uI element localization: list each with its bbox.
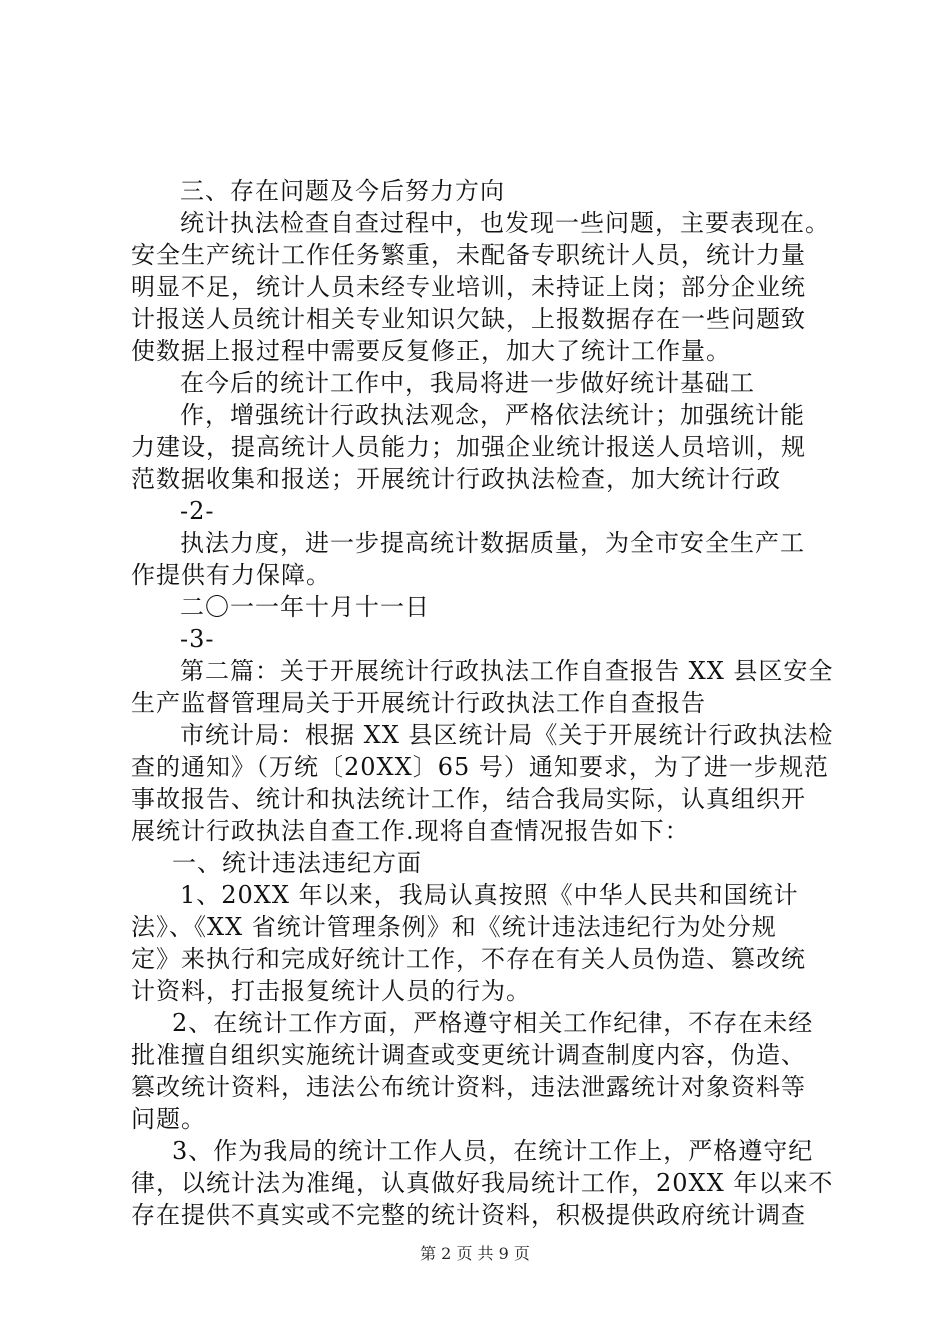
paragraph-line: 计报送人员统计相关专业知识欠缺，上报数据存在一些问题致 xyxy=(131,305,806,333)
paragraph-line: 使数据上报过程中需要反复修正，加大了统计工作量。 xyxy=(131,337,731,365)
paragraph-line: 批准擅自组织实施统计调查或变更统计调查制度内容，伪造、 xyxy=(131,1041,806,1069)
paragraph-line: 计资料，打击报复统计人员的行为。 xyxy=(131,977,531,1005)
paragraph-line: 问题。 xyxy=(131,1105,206,1133)
paragraph-line: 执法力度，进一步提高统计数据质量，为全市安全生产工 xyxy=(180,529,805,557)
section-heading: 三、存在问题及今后努力方向 xyxy=(180,177,505,205)
article-title-line: 生产监督管理局关于开展统计行政执法工作自查报告 xyxy=(131,689,706,717)
paragraph-line: 统计执法检查自查过程中，也发现一些问题，主要表现在。 xyxy=(180,209,830,237)
paragraph-line: 作，增强统计行政执法观念，严格依法统计；加强统计能 xyxy=(180,401,805,429)
paragraph-line: 事故报告、统计和执法统计工作，结合我局实际，认真组织开 xyxy=(131,785,806,813)
paragraph-line: 法》、《XX 省统计管理条例》和《统计违法违纪行为处分规 xyxy=(131,913,777,941)
section-heading: 一、统计违法违纪方面 xyxy=(172,849,422,877)
paragraph-line: 查的通知》（万统〔20XX〕65 号）通知要求，为了进一步规范 xyxy=(131,753,829,781)
paragraph-line: 律，以统计法为准绳，认真做好我局统计工作，20XX 年以来不 xyxy=(131,1169,834,1197)
paragraph-line: 展统计行政执法自查工作.现将自查情况报告如下： xyxy=(131,817,690,845)
page-footer: 第 2 页 共 9 页 xyxy=(420,1244,530,1263)
date-line: 二〇一一年十月十一日 xyxy=(180,593,430,621)
paragraph-line: 篡改统计资料，违法公布统计资料，违法泄露统计对象资料等 xyxy=(131,1073,806,1101)
paragraph-line: 3、作为我局的统计工作人员，在统计工作上，严格遵守纪 xyxy=(172,1137,814,1165)
paragraph-line: 作提供有力保障。 xyxy=(131,561,331,589)
page-marker: -2- xyxy=(180,497,215,525)
paragraph-line: 存在提供不真实或不完整的统计资料，积极提供政府统计调查 xyxy=(131,1201,806,1229)
paragraph-line: 安全生产统计工作任务繁重，未配备专职统计人员，统计力量 xyxy=(131,241,806,269)
paragraph-line: 定》来执行和完成好统计工作，不存在有关人员伪造、篡改统 xyxy=(131,945,806,973)
paragraph-line: 1、20XX 年以来，我局认真按照《中华人民共和国统计 xyxy=(180,881,799,909)
paragraph-line: 力建设，提高统计人员能力；加强企业统计报送人员培训，规 xyxy=(131,433,806,461)
page-marker: -3- xyxy=(180,625,215,653)
paragraph-line: 2、在统计工作方面，严格遵守相关工作纪律，不存在未经 xyxy=(172,1009,814,1037)
paragraph-line: 在今后的统计工作中，我局将进一步做好统计基础工 xyxy=(180,369,755,397)
paragraph-line: 范数据收集和报送；开展统计行政执法检查，加大统计行政 xyxy=(131,465,781,493)
paragraph-line: 市统计局：根据 XX 县区统计局《关于开展统计行政执法检 xyxy=(180,721,834,749)
article-title-line: 第二篇：关于开展统计行政执法工作自查报告 XX 县区安全 xyxy=(180,657,834,685)
paragraph-line: 明显不足，统计人员未经专业培训，未持证上岗；部分企业统 xyxy=(131,273,806,301)
